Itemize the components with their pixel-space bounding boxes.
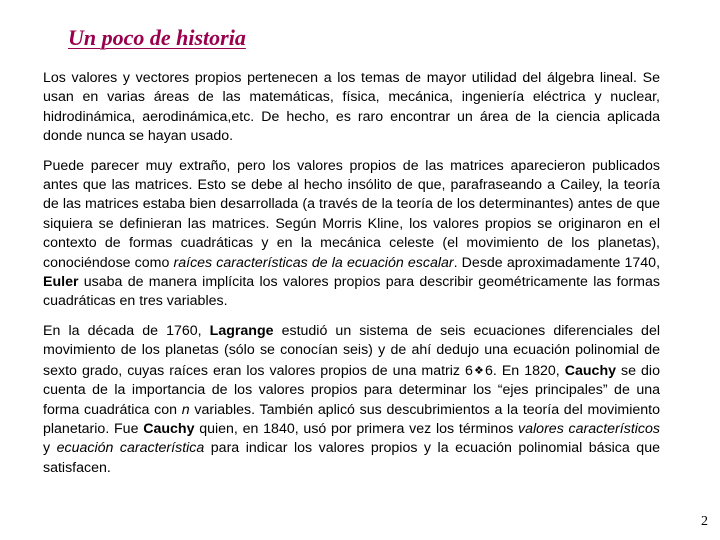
lc-text-4: se dio cuenta de la importancia de los valores propios para determinar los “ejes principales” de una forma cuadrática con <box>43 362 660 418</box>
diamond-symbol-icon: ❖ <box>472 363 485 377</box>
paragraph-intro-text: Los valores y vectores propios pertenecen a los temas de mayor utilidad del álgebra lineal. Se usan en varias áreas de las matemáticas, física, mecánica, ingeniería eléctrica y nuclear, hidrodinámica, aerodinámica,etc. De hecho, es raro encontrar un área de la ciencia aplicada donde nunca se hayan usado. <box>43 70 660 145</box>
lc-text-7: y <box>43 440 57 457</box>
body-text <box>43 69 660 488</box>
history-text-1: Puede parecer muy extraño, pero los valores propios de las matrices aparecieron publicados antes que las matrices. Esto se debe al hecho insólito de que, parafraseando a Cailey, la teoría de las matrices estaba bien desarrollada (a través de la teoría de los determinantes) antes de que siquiera se definieran las matrices. Según Morris Kline, los valores propios se originaron en el contexto de formas cuadráticas y en la mecánica celeste (el movimiento de los planetas), conociéndose como <box>43 157 660 271</box>
name-cauchy-1: Cauchy <box>564 362 616 379</box>
lc-text-1: En la década de 1760, <box>43 322 210 339</box>
term-ecuacion-caracteristica: ecuación característica <box>56 440 205 457</box>
history-text-2: . Desde aproximadamente 1740, <box>453 254 661 271</box>
page-number: 2 <box>701 514 708 529</box>
variable-n: n <box>181 401 190 418</box>
history-italic-term: raíces características de la ecuación escalar <box>173 254 454 271</box>
lc-text-6: quien, en 1840, usó por primera vez los términos <box>194 420 519 437</box>
lc-text-8: para indicar los valores propios y la ecuación polinomial básica que satisfacen. <box>43 440 660 476</box>
term-valores-caracteristicos: valores característicos <box>518 420 660 437</box>
lc-text-3: 6. En 1820, <box>484 362 565 379</box>
name-cauchy-2: Cauchy <box>143 420 195 437</box>
paragraph-history <box>43 157 660 312</box>
paragraph-intro <box>43 69 660 147</box>
history-text-3: usaba de manera implícita los valores propios para describir geométricamente las formas cuadráticas en tres variables. <box>43 274 660 310</box>
paragraph-lagrange-cauchy <box>43 322 660 478</box>
name-euler: Euler <box>43 274 79 291</box>
page-title: Un poco de historia <box>68 25 246 50</box>
lc-text-5: variables. También aplicó sus descubrimientos a la teoría del movimiento planetario. Fue <box>43 401 660 437</box>
lc-text-2: estudió un sistema de seis ecuaciones diferenciales del movimiento de los planetas (sólo se conocían seis) y de ahí dedujo una ecuación polinomial de sexto grado, cuyas raíces eran los valores propios de una matriz 6 <box>43 322 660 379</box>
name-lagrange: Lagrange <box>209 322 274 339</box>
